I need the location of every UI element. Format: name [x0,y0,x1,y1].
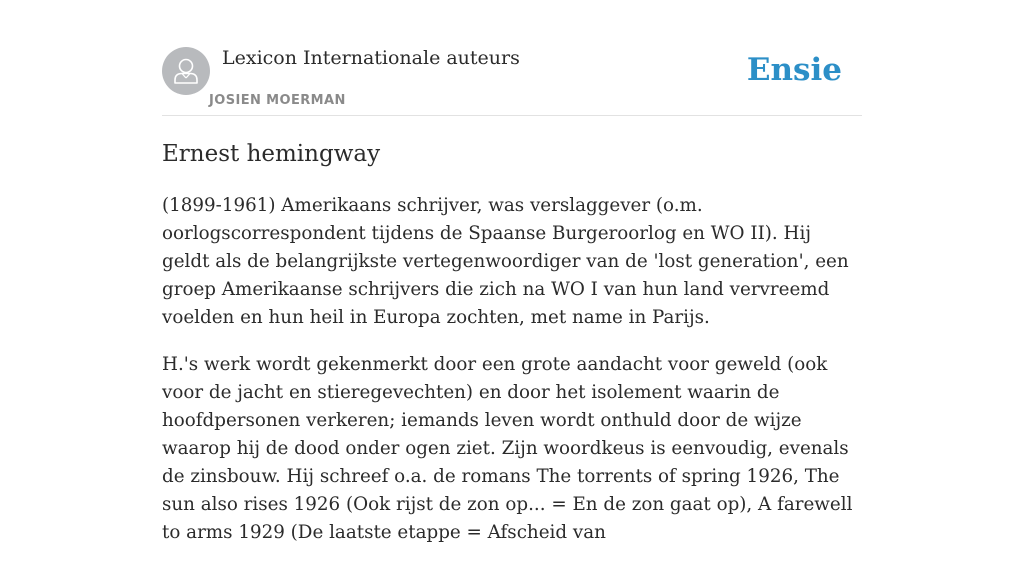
divider [162,115,862,116]
ensie-logo[interactable]: Ensie [746,52,842,88]
article-title: Ernest hemingway [162,141,381,167]
article-body [162,192,862,566]
avatar[interactable] [162,47,210,95]
user-icon [162,47,210,95]
header [162,46,862,116]
paragraph-1: (1899-1961) Amerikaans schrijver, was verslaggever (o.m. oorlogscorrespondent tijdens de Spaanse Burgeroorlog en WO II). Hij geldt als de belangrijkste vertegenwoordiger van de 'lost generation', een groep Amerikaanse schrijvers die zich na WO I van hun land vervreemd voelden en hun heil in Europa zochten, met name in Parijs. [162,195,849,328]
author-name[interactable]: JOSIEN MOERMAN [209,93,346,108]
paragraph-2: H.'s werk wordt gekenmerkt door een grote aandacht voor geweld (ook voor de jacht en stieregevechten) en door het isolement waarin de hoofdpersonen verkeren; iemands leven wordt onthuld door de wijze waarop hij de dood onder ogen ziet. Zijn woordkeus is eenvoudig, evenals de zinsbouw. Hij schreef o.a. de romans The torrents of spring 1926, The sun also rises 1926 (Ook rijst de zon op... = En de zon gaat op), A farewell to arms 1929 (De laatste etappe = Afscheid van [162,354,853,543]
lexicon-title[interactable]: Lexicon Internationale auteurs [222,47,520,69]
